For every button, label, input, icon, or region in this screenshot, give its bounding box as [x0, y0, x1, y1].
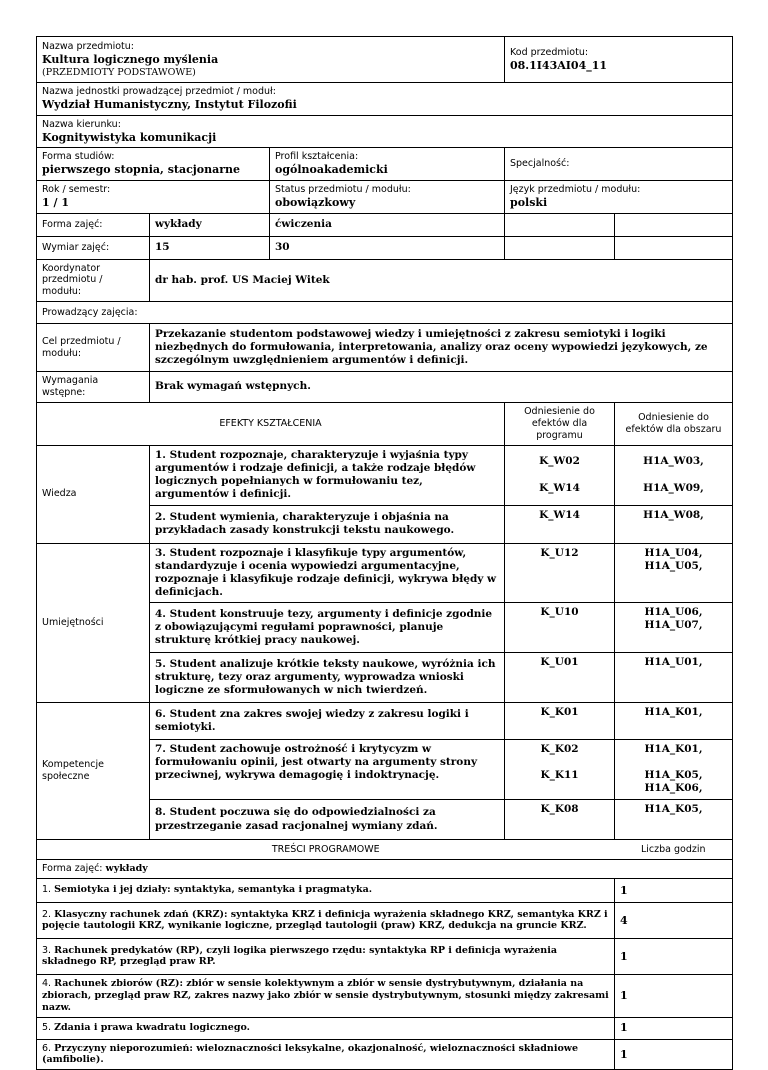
course-name: Kultura logicznego myślenia — [42, 52, 219, 66]
topic-row: 3. Rachunek predykatów (RP), czyli logika pierwszego rzędu: syntaktyka RP i definicja wyrażenia składnego RP, przegląd praw RP. — [37, 938, 615, 974]
field-cell — [37, 115, 733, 148]
topic-hours: 4 — [615, 902, 733, 938]
outcomes-col-program: Odniesienie do efektów dla programu — [505, 402, 615, 445]
course-name-cell — [37, 37, 505, 83]
outcome-item: 4. Student konstruuje tezy, argumenty i definicje zgodnie z obowiązującymi regułami poprawności, planuje strukturę krótkiej pracy naukowej. — [150, 603, 505, 653]
specialty-label: Specjalność: — [510, 158, 570, 170]
class-form-label: Forma zajęć: — [37, 213, 150, 236]
specialty-cell — [505, 148, 733, 181]
course-name-label: Nazwa przedmiotu: — [42, 40, 134, 52]
topic-row: 4. Rachunek zbiorów (RZ): zbiór w sensie kolektywnym a zbiór w sensie dystrybutywnym, działania na zbiorach, przegląd praw RZ, zakres nazwy jako zbiór w sensie dystrybutywnym, stosunki między zakresami nazw. — [37, 974, 615, 1017]
outcome-area-ref: H1A_U01, — [615, 653, 733, 703]
hours-lecture: 15 — [150, 236, 270, 259]
empty-cell — [505, 236, 615, 259]
topic-hours: 1 — [615, 1039, 733, 1070]
program-form — [37, 860, 733, 879]
outcomes-title: EFEKTY KSZTAŁCENIA — [37, 402, 505, 445]
hours-label: Wymiar zajęć: — [37, 236, 150, 259]
status-cell — [270, 180, 505, 213]
outcome-item: 6. Student zna zakres swojej wiedzy z zakresu logiki i semiotyki. — [150, 703, 505, 740]
status-label: Status przedmiotu / modułu: — [275, 183, 411, 195]
outcome-area-ref: H1A_K05, — [615, 800, 733, 840]
outcome-area-ref: H1A_K01, — [615, 703, 733, 740]
goal-label: Cel przedmiotu / modułu: — [37, 324, 150, 372]
outcomes-col-area: Odniesienie do efektów dla obszaru — [615, 402, 733, 445]
outcome-area-ref: H1A_U06, H1A_U07, — [615, 603, 733, 653]
study-form-label: Forma studiów: — [42, 151, 115, 163]
course-code: 08.1I43AI04_11 — [510, 58, 608, 72]
course-group: (PRZEDMIOTY PODSTAWOWE) — [42, 66, 196, 78]
outcome-area-ref: H1A_W08, — [615, 505, 733, 543]
program-form-label: Forma zajęć: — [42, 863, 103, 874]
study-form: pierwszego stopnia, stacjonarne — [42, 163, 241, 177]
field-name: Kognitywistyka komunikacji — [42, 130, 217, 144]
outcome-program-ref: K_K01 — [505, 703, 615, 740]
hours-exercise: 30 — [270, 236, 505, 259]
topic-row: 1. Semiotyka i jej działy: syntaktyka, semantyka i pragmatyka. — [37, 878, 615, 902]
outcome-item: 2. Student wymienia, charakteryzuje i objaśnia na przykładach zasady konstrukcji tekstu naukowego. — [150, 505, 505, 543]
outcome-program-ref: K_W14 — [505, 505, 615, 543]
outcome-item: 7. Student zachowuje ostrożność i krytycyzm w formułowaniu opinii, jest otwarty na argumenty strony przeciwnej, wykrywa demagogię i indoktrynację. — [150, 740, 505, 800]
study-form-cell — [37, 148, 270, 181]
program-table — [36, 839, 733, 1070]
category-social: Kompetencje społeczne — [37, 703, 150, 840]
topic-row: 2. Klasyczny rachunek zdań (KRZ): syntaktyka KRZ i definicja wyrażenia składnego KRZ, semantyka KRZ i pojęcie tautologii KRZ, wynikanie logiczne, przegląd tautologii (praw) KRZ, dedukcja na gruncie KRZ. — [37, 902, 615, 938]
outcome-area-ref: H1A_W03, H1A_W09, — [615, 445, 733, 505]
outcome-area-ref: H1A_U04, H1A_U05, — [615, 543, 733, 603]
unit-label: Nazwa jednostki prowadzącej przedmiot / moduł: — [42, 86, 276, 97]
year-label: Rok / semestr: — [42, 183, 111, 195]
unit-cell — [37, 83, 733, 116]
topic-hours: 1 — [615, 878, 733, 902]
outcome-program-ref: K_K08 — [505, 800, 615, 840]
goal: Przekazanie studentom podstawowej wiedzy i umiejętności z zakresu semiotyki i logiki niezbędnych do formułowania, interpretowania, analizy oraz oceny wypowiedzi językowych, ze szczególnym uwzględnieniem argumentów i definicji. — [150, 324, 733, 372]
outcome-item: 5. Student analizuje krótkie teksty naukowe, wyróżnia ich strukturę, tezy oraz argumenty, wyprowadza wnioski logiczne ze sformułowanych w nich twierdzeń. — [150, 653, 505, 703]
prereq-label: Wymagania wstępne: — [37, 372, 150, 403]
course-info-table — [36, 36, 733, 403]
outcome-program-ref: K_U12 — [505, 543, 615, 603]
year-cell — [37, 180, 270, 213]
category-knowledge: Wiedza — [37, 445, 150, 543]
coordinator-label: Koordynator przedmiotu / modułu: — [37, 259, 150, 302]
prereq: Brak wymagań wstępnych. — [150, 372, 733, 403]
topic-row: 5. Zdania i prawa kwadratu logicznego. — [37, 1017, 615, 1039]
outcome-item: 8. Student poczuwa się do odpowiedzialności za przestrzeganie zasad racjonalnej wymiany zdań. — [150, 800, 505, 840]
profile: ogólnoakademicki — [275, 163, 388, 177]
syllabus-page — [36, 36, 732, 1070]
outcome-area-ref: H1A_K01, H1A_K05, H1A_K06, — [615, 740, 733, 800]
outcome-program-ref: K_U10 — [505, 603, 615, 653]
instructors-label: Prowadzący zajęcia: — [37, 302, 733, 324]
topic-hours: 1 — [615, 938, 733, 974]
outcomes-table — [36, 402, 733, 840]
empty-cell — [615, 213, 733, 236]
class-form-lecture: wykłady — [150, 213, 270, 236]
language-label: Język przedmiotu / modułu: — [510, 183, 641, 195]
course-code-cell — [505, 37, 733, 83]
year: 1 / 1 — [42, 195, 69, 209]
empty-cell — [615, 236, 733, 259]
empty-cell — [505, 213, 615, 236]
topic-hours: 1 — [615, 1017, 733, 1039]
topic-hours: 1 — [615, 974, 733, 1017]
profile-label: Profil kształcenia: — [275, 151, 359, 163]
program-hours-col: Liczba godzin — [615, 840, 733, 860]
unit-name: Wydział Humanistyczny, Instytut Filozofii — [42, 97, 297, 111]
language: polski — [510, 195, 548, 209]
language-cell — [505, 180, 733, 213]
outcome-program-ref: K_U01 — [505, 653, 615, 703]
coordinator: dr hab. prof. US Maciej Witek — [150, 259, 733, 302]
outcome-item: 3. Student rozpoznaje i klasyfikuje typy argumentów, standardyzuje i ocenia wypowiedzi argumentacyjne, rozpoznaje i klasyfikuje rodzaje definicji, wykrywa błędy w definicjach. — [150, 543, 505, 603]
profile-cell — [270, 148, 505, 181]
class-form-exercise: ćwiczenia — [270, 213, 505, 236]
status: obowiązkowy — [275, 195, 356, 209]
course-code-label: Kod przedmiotu: — [510, 46, 589, 58]
field-label: Nazwa kierunku: — [42, 118, 121, 130]
category-skills: Umiejętności — [37, 543, 150, 703]
program-form-value: wykłady — [105, 863, 148, 874]
program-title: TREŚCI PROGRAMOWE — [37, 840, 615, 860]
outcome-program-ref: K_K02 K_K11 — [505, 740, 615, 800]
topic-row: 6. Przyczyny nieporozumień: wieloznaczności leksykalne, okazjonalność, wieloznaczności składniowe (amfibolie). — [37, 1039, 615, 1070]
outcome-program-ref: K_W02 K_W14 — [505, 445, 615, 505]
outcome-item: 1. Student rozpoznaje, charakteryzuje i wyjaśnia typy argumentów i rodzaje definicji, a także rodzaje błędów logicznych popełnianych w formułowaniu tez, argumentów i definicji. — [150, 445, 505, 505]
